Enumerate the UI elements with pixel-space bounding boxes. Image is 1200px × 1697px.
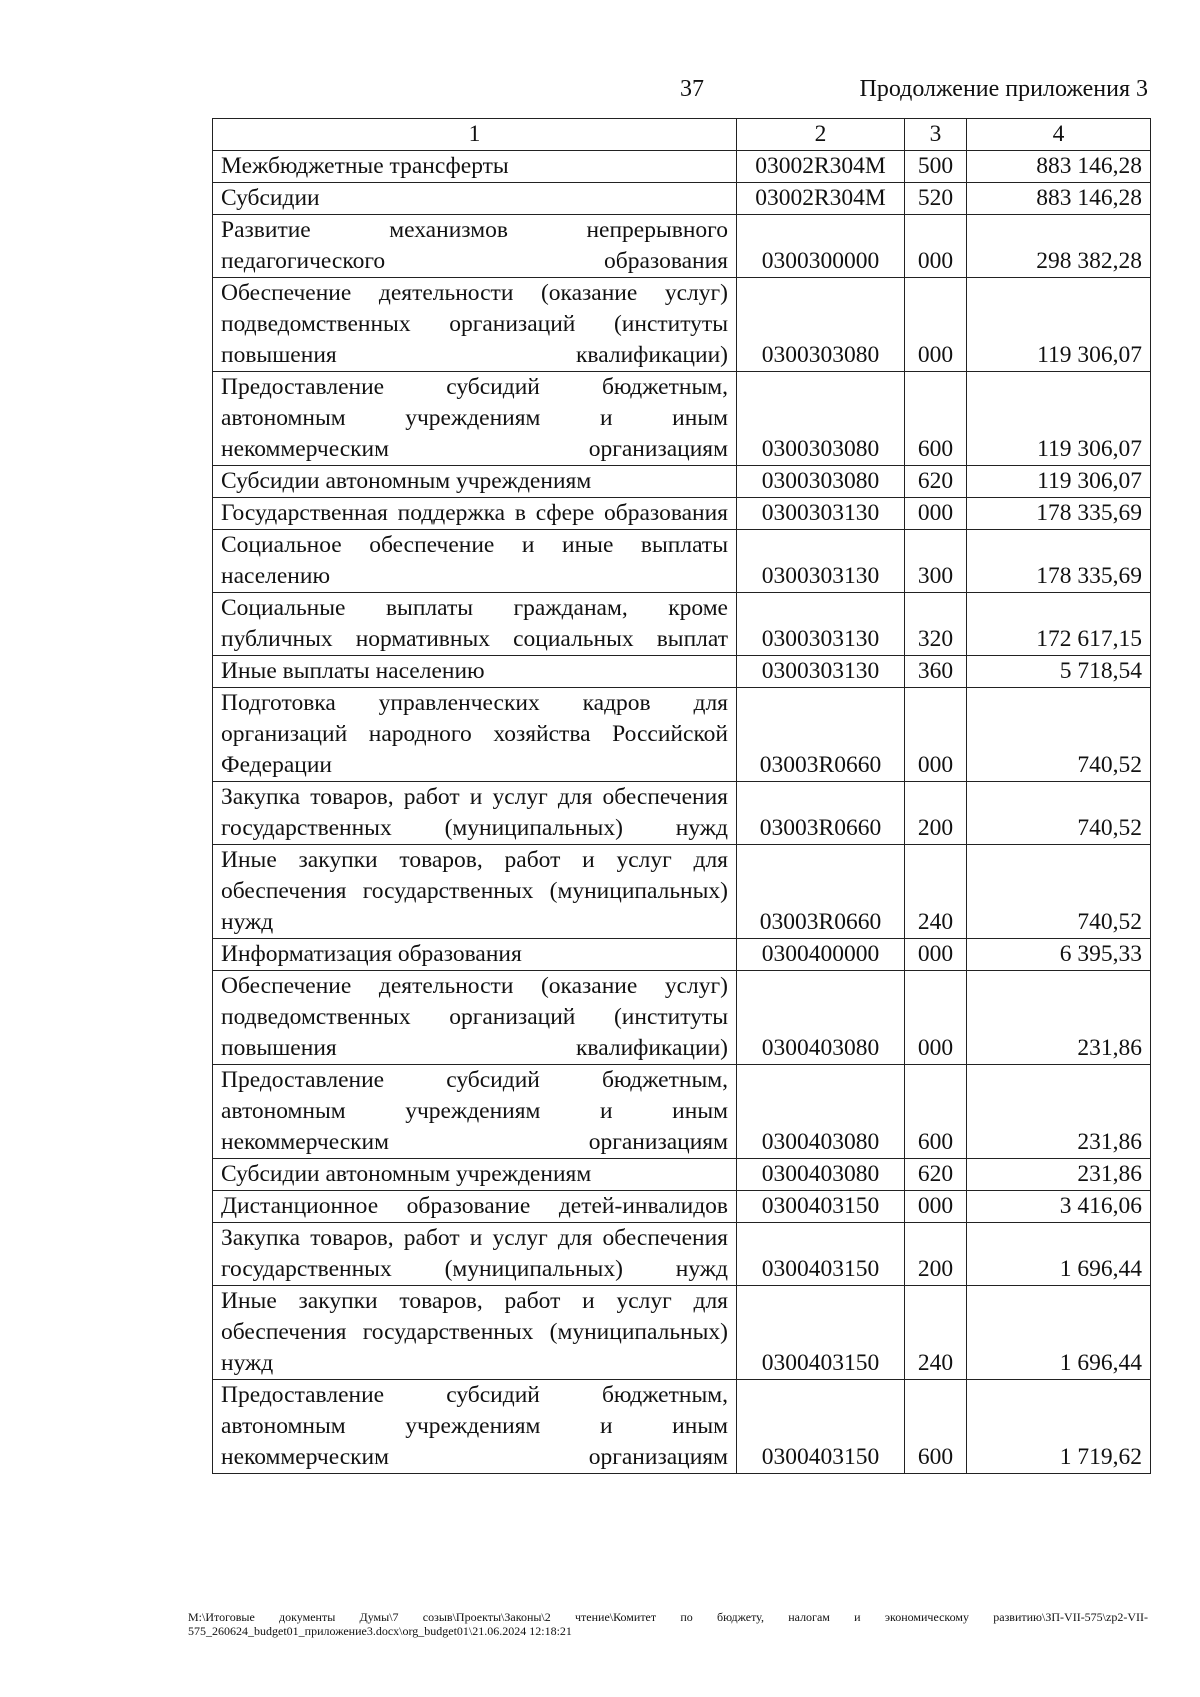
row-name: Иные закупки товаров, работ и услуг для обеспечения государственных (муниципальных) нужд [213, 845, 737, 939]
row-code: 0300403080 [737, 1065, 905, 1159]
row-sum: 883 146,28 [967, 183, 1151, 215]
row-code: 0300303080 [737, 372, 905, 466]
row-name: Социальное обеспечение и иные выплаты населению [213, 530, 737, 593]
row-code: 0300303130 [737, 498, 905, 530]
row-expense-type: 000 [905, 688, 967, 782]
table-row [213, 215, 1151, 278]
row-code: 03002R304M [737, 151, 905, 183]
row-name: Закупка товаров, работ и услуг для обеспечения государственных (муниципальных) нужд [213, 782, 737, 845]
row-code: 03003R0660 [737, 782, 905, 845]
row-expense-type: 600 [905, 372, 967, 466]
row-expense-type: 520 [905, 183, 967, 215]
row-code: 0300300000 [737, 215, 905, 278]
row-name: Предоставление субсидий бюджетным, автономным учреждениям и иным некоммерческим организациям [213, 1065, 737, 1159]
row-expense-type: 000 [905, 971, 967, 1065]
row-sum: 231,86 [967, 971, 1151, 1065]
table-row [213, 1159, 1151, 1191]
row-code: 03002R304M [737, 183, 905, 215]
row-sum: 883 146,28 [967, 151, 1151, 183]
continuation-header: Продолжение приложения 3 [859, 76, 1148, 102]
table-row [213, 593, 1151, 656]
row-name: Предоставление субсидий бюджетным, автономным учреждениям и иным некоммерческим организациям [213, 1380, 737, 1474]
table-row [213, 183, 1151, 215]
row-name: Информатизация образования [213, 939, 737, 971]
row-expense-type: 500 [905, 151, 967, 183]
column-header: 2 [737, 119, 905, 151]
table-row [213, 1065, 1151, 1159]
row-expense-type: 240 [905, 845, 967, 939]
row-name: Субсидии [213, 183, 737, 215]
row-code: 0300403150 [737, 1286, 905, 1380]
row-code: 0300403150 [737, 1380, 905, 1474]
row-sum: 231,86 [967, 1159, 1151, 1191]
table-row [213, 845, 1151, 939]
table-row [213, 498, 1151, 530]
row-code: 0300303130 [737, 593, 905, 656]
table-row [213, 688, 1151, 782]
row-code: 03003R0660 [737, 845, 905, 939]
row-sum: 3 416,06 [967, 1191, 1151, 1223]
row-expense-type: 320 [905, 593, 967, 656]
table-row [213, 466, 1151, 498]
table-row [213, 278, 1151, 372]
table-row [213, 530, 1151, 593]
row-name: Социальные выплаты гражданам, кроме публичных нормативных социальных выплат [213, 593, 737, 656]
page-number: 37 [680, 76, 704, 102]
row-name: Межбюджетные трансферты [213, 151, 737, 183]
row-sum: 119 306,07 [967, 372, 1151, 466]
row-expense-type: 000 [905, 215, 967, 278]
table-row [213, 939, 1151, 971]
row-name: Подготовка управленческих кадров для организаций народного хозяйства Российской Федерации [213, 688, 737, 782]
row-name: Субсидии автономным учреждениям [213, 466, 737, 498]
table-row [213, 971, 1151, 1065]
column-header: 3 [905, 119, 967, 151]
row-expense-type: 600 [905, 1065, 967, 1159]
row-code: 0300303080 [737, 278, 905, 372]
row-sum: 5 718,54 [967, 656, 1151, 688]
file-path-footer: M:\Итоговые документы Думы\7 созыв\Проекты\Законы\2 чтение\Комитет по бюджету, налогам и экономическому развитию\ЗП-VII-575\zp2-VII-575_260624_budget01_приложение3.docx\org_budget01\21.06.2024 12:18:21 [188, 1610, 1148, 1638]
row-code: 0300303130 [737, 656, 905, 688]
row-sum: 172 617,15 [967, 593, 1151, 656]
row-sum: 6 395,33 [967, 939, 1151, 971]
row-expense-type: 300 [905, 530, 967, 593]
row-expense-type: 000 [905, 1191, 967, 1223]
row-code: 0300400000 [737, 939, 905, 971]
row-sum: 231,86 [967, 1065, 1151, 1159]
row-name: Дистанционное образование детей-инвалидов [213, 1191, 737, 1223]
row-sum: 178 335,69 [967, 498, 1151, 530]
table-row [213, 1286, 1151, 1380]
column-header: 4 [967, 119, 1151, 151]
row-sum: 298 382,28 [967, 215, 1151, 278]
row-sum: 740,52 [967, 782, 1151, 845]
row-expense-type: 000 [905, 498, 967, 530]
budget-table [212, 118, 1151, 1474]
row-name: Иные закупки товаров, работ и услуг для обеспечения государственных (муниципальных) нужд [213, 1286, 737, 1380]
row-sum: 740,52 [967, 845, 1151, 939]
row-code: 03003R0660 [737, 688, 905, 782]
row-expense-type: 200 [905, 1223, 967, 1286]
row-name: Субсидии автономным учреждениям [213, 1159, 737, 1191]
table-row [213, 1191, 1151, 1223]
row-name: Иные выплаты населению [213, 656, 737, 688]
row-sum: 119 306,07 [967, 278, 1151, 372]
row-name: Обеспечение деятельности (оказание услуг) подведомственных организаций (институты повышения квалификации) [213, 278, 737, 372]
row-sum: 740,52 [967, 688, 1151, 782]
table-row [213, 782, 1151, 845]
row-sum: 1 696,44 [967, 1223, 1151, 1286]
row-code: 0300403150 [737, 1223, 905, 1286]
row-expense-type: 600 [905, 1380, 967, 1474]
column-header: 1 [213, 119, 737, 151]
row-code: 0300303080 [737, 466, 905, 498]
row-sum: 119 306,07 [967, 466, 1151, 498]
row-expense-type: 000 [905, 278, 967, 372]
row-expense-type: 620 [905, 466, 967, 498]
row-name: Закупка товаров, работ и услуг для обеспечения государственных (муниципальных) нужд [213, 1223, 737, 1286]
row-code: 0300403080 [737, 1159, 905, 1191]
row-name: Развитие механизмов непрерывного педагогического образования [213, 215, 737, 278]
row-expense-type: 360 [905, 656, 967, 688]
row-name: Обеспечение деятельности (оказание услуг) подведомственных организаций (институты повышения квалификации) [213, 971, 737, 1065]
row-expense-type: 240 [905, 1286, 967, 1380]
table-row [213, 1223, 1151, 1286]
table-row [213, 656, 1151, 688]
table-row [213, 372, 1151, 466]
row-sum: 1 719,62 [967, 1380, 1151, 1474]
row-sum: 1 696,44 [967, 1286, 1151, 1380]
row-name: Государственная поддержка в сфере образования [213, 498, 737, 530]
row-expense-type: 200 [905, 782, 967, 845]
table-header-row [213, 119, 1151, 151]
row-code: 0300303130 [737, 530, 905, 593]
row-expense-type: 620 [905, 1159, 967, 1191]
table-row [213, 151, 1151, 183]
table-row [213, 1380, 1151, 1474]
row-code: 0300403080 [737, 971, 905, 1065]
row-name: Предоставление субсидий бюджетным, автономным учреждениям и иным некоммерческим организациям [213, 372, 737, 466]
row-sum: 178 335,69 [967, 530, 1151, 593]
row-expense-type: 000 [905, 939, 967, 971]
row-code: 0300403150 [737, 1191, 905, 1223]
